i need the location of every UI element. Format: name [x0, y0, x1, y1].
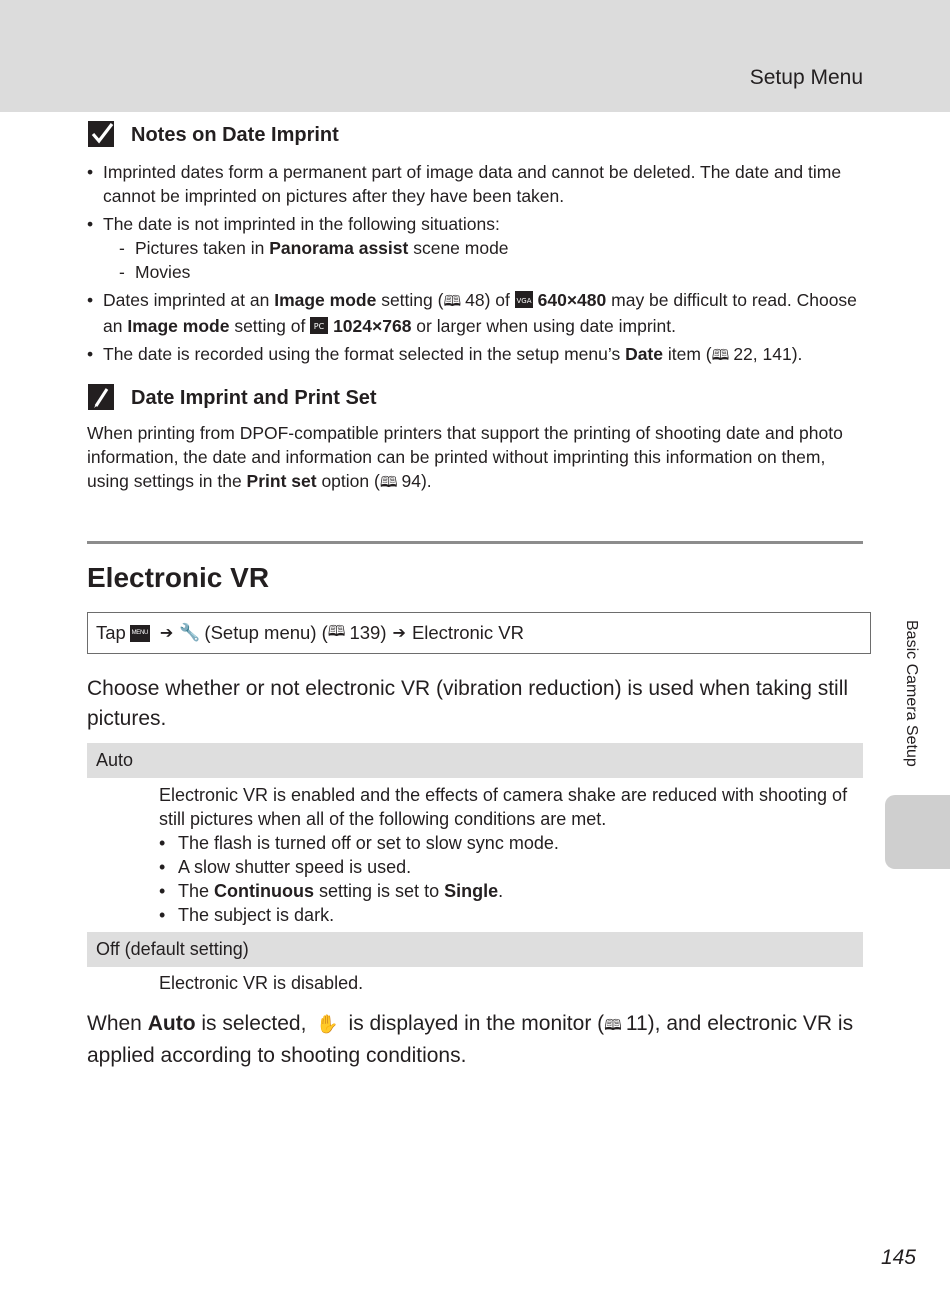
section-divider — [87, 541, 863, 544]
menu-icon: MENU — [130, 625, 150, 642]
c3-b2: Single — [444, 881, 499, 901]
option-auto-row — [87, 743, 863, 778]
option-off-row — [87, 932, 863, 967]
b3-b3: Image mode — [127, 316, 230, 336]
header-band — [0, 0, 950, 112]
condition-item — [159, 879, 859, 903]
header-title: Setup Menu — [749, 66, 863, 89]
b3-b4: 1024×768 — [333, 316, 412, 336]
ps-t3: ). — [420, 471, 432, 491]
ps-t1: When printing from DPOF-compatible printers that support the printing of shooting date and photo information, the date and information can be printed without imprinting this information on them, using settings in the — [87, 423, 843, 491]
b3-ref: 48 — [465, 290, 485, 310]
note-bullet-2-text: The date is not imprinted in the following situations: — [103, 214, 500, 234]
wrench-icon: 🔧 — [179, 623, 201, 642]
condition-item: • A slow shutter speed is used. — [159, 855, 859, 879]
b3-t4: may be difficult to read. Choose an — [103, 290, 857, 336]
svg-text:VGA: VGA — [516, 297, 532, 305]
cl-t1: When — [87, 1012, 148, 1035]
vr-hand-icon: ✋ — [316, 1014, 339, 1034]
condition-item: • The subject is dark. — [159, 903, 859, 927]
note-sublist — [103, 236, 867, 284]
ps-b1: Print set — [246, 471, 317, 491]
page-number: 145 — [880, 1246, 916, 1269]
cl-t2: is selected, — [195, 1012, 313, 1035]
print-set-heading — [87, 383, 377, 413]
option-auto-desc-text: Electronic VR is enabled and the effects of camera shake are reduced with shooting of still pictures when all of the following conditions are met. — [159, 785, 848, 829]
tap-target: Electronic VR — [411, 622, 525, 643]
note-bullet-4 — [87, 342, 867, 368]
b3-t2: setting ( — [376, 290, 444, 310]
cl-b1: Auto — [147, 1012, 196, 1035]
b3-t1: Dates imprinted at an — [103, 290, 275, 310]
option-auto-label: Auto — [96, 750, 134, 770]
option-off-desc: Electronic VR is disabled. — [159, 973, 364, 993]
note-bullet-2 — [87, 212, 867, 284]
c3-b1: Continuous — [214, 881, 315, 901]
b4-t2: item ( — [663, 344, 712, 364]
cl-t3: is displayed in the monitor ( — [342, 1012, 605, 1035]
note-bullet-1 — [87, 160, 867, 208]
setup-menu-text: (Setup menu) ( — [204, 622, 328, 643]
closing-paragraph — [87, 1009, 867, 1071]
ps-t2: option ( — [316, 471, 380, 491]
tap-path-box — [87, 612, 871, 654]
arrow-right-icon: ➔ — [392, 625, 406, 642]
checkmark-icon — [87, 120, 117, 150]
print-set-paragraph — [87, 421, 867, 495]
note-sub-1-post: scene mode — [408, 238, 509, 258]
b4-b1: Date — [625, 344, 663, 364]
b3-t3: ) of — [484, 290, 515, 310]
option-off-label: Off (default setting) — [96, 939, 249, 959]
notes-heading-text: Notes on Date Imprint — [131, 123, 339, 146]
print-set-heading-text: Date Imprint and Print Set — [131, 386, 377, 409]
vga-size-icon — [515, 291, 533, 308]
book-ref-icon: 🕮 — [711, 347, 730, 364]
side-chapter-tab — [885, 795, 950, 869]
cl-ref: 11 — [625, 1012, 648, 1035]
auto-conditions — [159, 831, 859, 927]
note-sub-1-bold: Panorama assist — [269, 238, 409, 258]
note-sub-1-pre: Pictures taken in — [135, 238, 270, 258]
b4-ref: 22, 141 — [733, 344, 792, 364]
b3-t5: setting of — [229, 316, 311, 336]
note-sub-item-2 — [119, 260, 867, 284]
b3-b1: Image mode — [274, 290, 377, 310]
option-auto-desc — [159, 783, 859, 927]
book-ref-icon: 🕮 — [443, 293, 462, 310]
arrow-right-icon: ➔ — [159, 625, 174, 642]
b3-b2: 640×480 — [537, 290, 607, 310]
tap-text: Tap — [96, 622, 126, 643]
book-ref-icon: 🕮 — [327, 622, 346, 640]
c3-t2: setting is set to — [314, 881, 445, 901]
setup-menu-close: ) — [380, 622, 387, 643]
side-chapter-label: Basic Camera Setup — [903, 620, 920, 767]
book-ref-icon: 🕮 — [379, 474, 398, 491]
note-bullet-1-text: Imprinted dates form a permanent part of image data and cannot be deleted. The date and time cannot be imprinted on pictures after they have been taken. — [103, 162, 842, 206]
svg-text:PC: PC — [313, 322, 325, 331]
b3-t6: or larger when using date imprint. — [411, 316, 677, 336]
b4-t1: The date is recorded using the format selected in the setup menu’s — [103, 344, 626, 364]
note-sub-item-1 — [119, 236, 867, 260]
intro-text: Choose whether or not electronic VR (vibration reduction) is used when taking still pictures. — [87, 677, 849, 730]
note-bullet-3 — [87, 288, 867, 338]
book-ref-icon: 🕮 — [604, 1017, 622, 1034]
cl-t4: ), and electronic VR is applied according to shooting conditions. — [87, 1012, 854, 1067]
section-title: Electronic VR — [87, 562, 270, 593]
pencil-note-icon — [87, 383, 117, 413]
notes-list — [87, 160, 867, 372]
c3-t1: The — [178, 881, 215, 901]
note-sub-2-text: Movies — [135, 262, 191, 282]
b4-t3: ). — [791, 344, 803, 364]
condition-item: • The flash is turned off or set to slow sync mode. — [159, 831, 859, 855]
setup-menu-ref: 139 — [349, 622, 381, 643]
notes-heading — [87, 120, 339, 150]
pc-size-icon — [310, 317, 328, 334]
ps-ref: 94 — [401, 471, 421, 491]
c3-t3: . — [498, 881, 504, 901]
